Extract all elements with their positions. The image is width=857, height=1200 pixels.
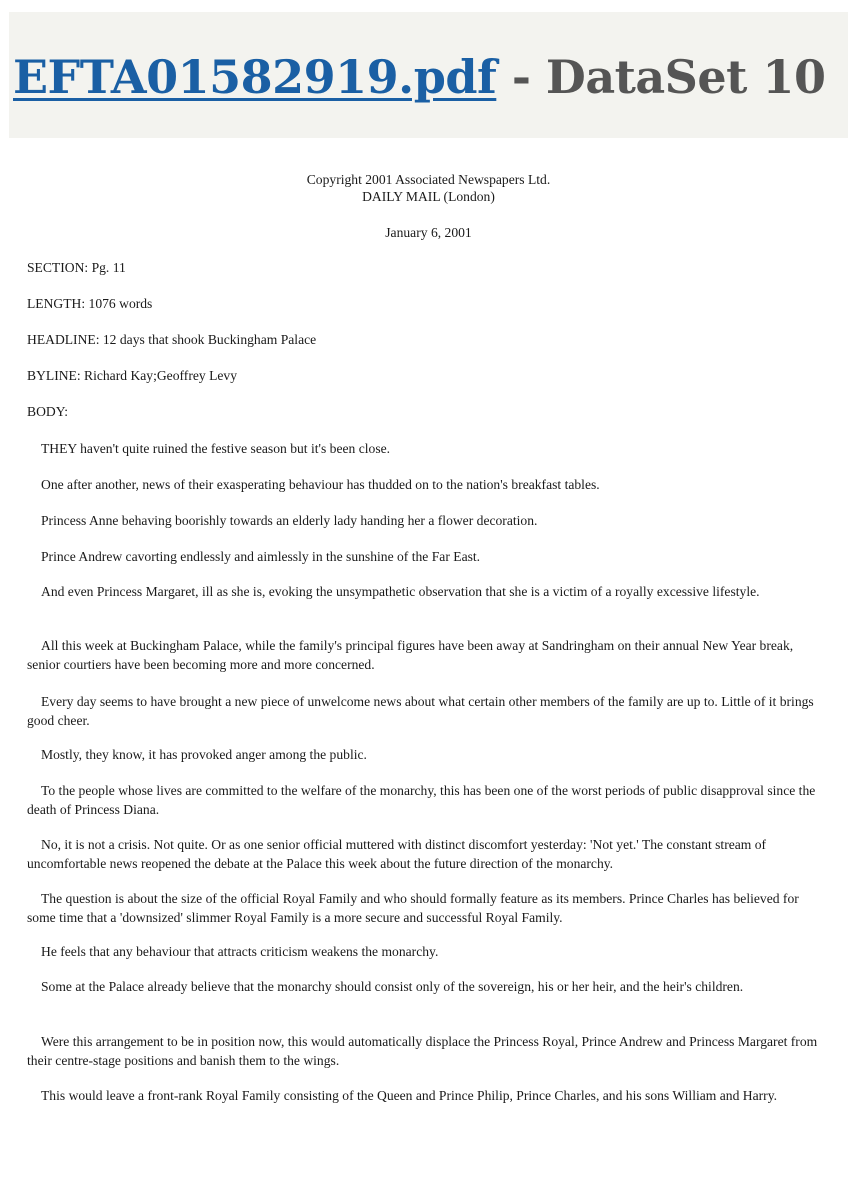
body-label: BODY: [27,404,69,419]
section-line: SECTION: Pg. 11 [27,260,126,275]
headline-line: HEADLINE: 12 days that shook Buckingham Palace [27,332,317,347]
dataset-label: - DataSet 10 [496,50,826,104]
filename-link[interactable]: EFTA01582919.pdf [13,50,497,104]
body-paragraph: The question is about the size of the official Royal Family and who should formally feature as its members. Prince Charles has believed for some time that a 'downsized' slimmer Royal Family is a more secure and successful Royal Family. [27,891,799,925]
date-line: January 6, 2001 [385,225,472,240]
body-paragraph: One after another, news of their exasperating behaviour has thudded on to the nation's breakfast tables. [41,477,600,492]
byline-line: BYLINE: Richard Kay;Geoffrey Levy [27,368,238,383]
body-paragraph: This would leave a front-rank Royal Family consisting of the Queen and Prince Philip, Prince Charles, and his sons William and Harry. [41,1088,778,1103]
body-paragraph: And even Princess Margaret, ill as she is, evoking the unsympathetic observation that she is a victim of a royally excessive lifestyle. [41,584,760,599]
body-paragraph: All this week at Buckingham Palace, while the family's principal figures have been away at Sandringham on their annual New Year break, senior courtiers have been becoming more and more concerned. [27,638,794,672]
publication-line: DAILY MAIL (London) [362,189,495,204]
body-paragraph: Princess Anne behaving boorishly towards an elderly lady handing her a flower decoration. [41,513,538,528]
copyright-line: Copyright 2001 Associated Newspapers Ltd. [306,172,551,187]
body-paragraph: Mostly, they know, it has provoked anger among the public. [41,747,367,762]
body-paragraph: THEY haven't quite ruined the festive season but it's been close. [41,441,391,456]
body-paragraph: No, it is not a crisis. Not quite. Or as one senior official muttered with distinct discomfort yesterday: 'Not yet.' The constant stream of uncomfortable news reopened the debate at the Palace this week about the future direction of the monarchy. [27,837,767,871]
body-paragraph: Were this arrangement to be in position now, this would automatically displace the Princess Royal, Prince Andrew and Princess Margaret from their centre-stage positions and banish them to the wings. [27,1034,818,1068]
body-paragraph: Every day seems to have brought a new piece of unwelcome news about what certain other members of the family are up to. Little of it brings good cheer. [27,694,814,728]
body-paragraph: Some at the Palace already believe that the monarchy should consist only of the sovereign, his or her heir, and the heir's children. [41,979,744,994]
body-paragraph: He feels that any behaviour that attracts criticism weakens the monarchy. [41,944,439,959]
length-line: LENGTH: 1076 words [27,296,153,311]
body-paragraph: Prince Andrew cavorting endlessly and aimlessly in the sunshine of the Far East. [41,549,481,564]
body-paragraph: To the people whose lives are committed to the welfare of the monarchy, this has been one of the worst periods of public disapproval since the death of Princess Diana. [27,783,816,817]
